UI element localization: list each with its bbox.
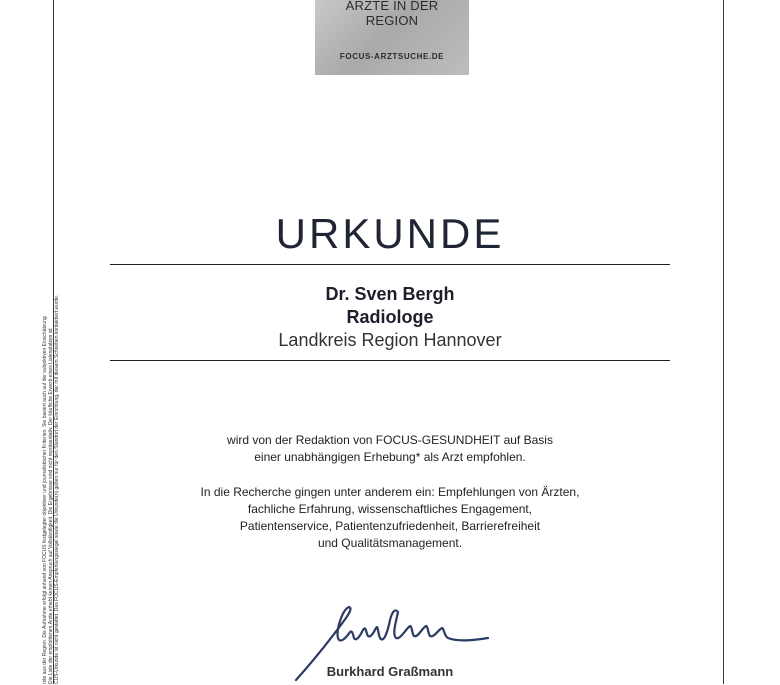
divider-bottom — [110, 360, 670, 361]
doctor-name: Dr. Sven Bergh — [325, 284, 455, 304]
criteria-paragraph — [0, 484, 780, 552]
badge-line-1: ÄRZTE IN DER — [345, 0, 439, 13]
badge-line-2: REGION — [365, 13, 419, 28]
paragraph-line: einer unabhängigen Erhebung* als Arzt empfohlen. — [254, 450, 526, 464]
doctor-specialty: Radiologe — [346, 307, 434, 327]
side-disclaimer-line: Die Liste der empfohlenen Ärzte erhebt keinen Anspruch auf Vollständigkeit. Die Ergebnisse sind nicht repräsentativ. Der käufliche Erwerb eines Listenplatzes ist — [48, 328, 54, 684]
paragraph-line: fachliche Erfahrung, wissenschaftliches Engagement, — [247, 502, 533, 516]
paragraph-line: Patientenservice, Patientenzufriedenheit, Barrierefreiheit — [239, 519, 541, 533]
paragraph-line: wird von der Redaktion von FOCUS-GESUNDHEIT auf Basis — [227, 433, 553, 447]
recommendation-paragraph — [0, 432, 780, 466]
paragraph-line: und Qualitätsmanagement. — [317, 536, 463, 550]
certificate-title: URKUNDE — [275, 210, 505, 257]
paragraph-line: In die Recherche gingen unter anderem ein: Empfehlungen von Ärzten, — [200, 485, 580, 499]
side-disclaimer-line: rzte aus der Region. Die Aufnahme erfolgt anhand von FOCUS festgelegter objektiver und journalistischer Kriterien. Sie basiert auch auf der subjektiven Einschätzung — [42, 316, 48, 684]
badge-url: FOCUS-ARZTSUCHE.DE — [339, 52, 445, 61]
divider-top — [110, 264, 670, 265]
signer-name: Burkhard Graßmann — [326, 664, 454, 679]
focus-badge — [315, 0, 469, 75]
side-disclaimer-line: CUS-Urkunde ist nicht gestattet. Das FOCUS-Empfehlungssiegel sowie die Urkunde(n) gelten nur für den Standort der Einrichtung, der mit diesem Schreiben kontaktiert wurde. — [54, 294, 60, 684]
doctor-region: Landkreis Region Hannover — [278, 330, 502, 350]
